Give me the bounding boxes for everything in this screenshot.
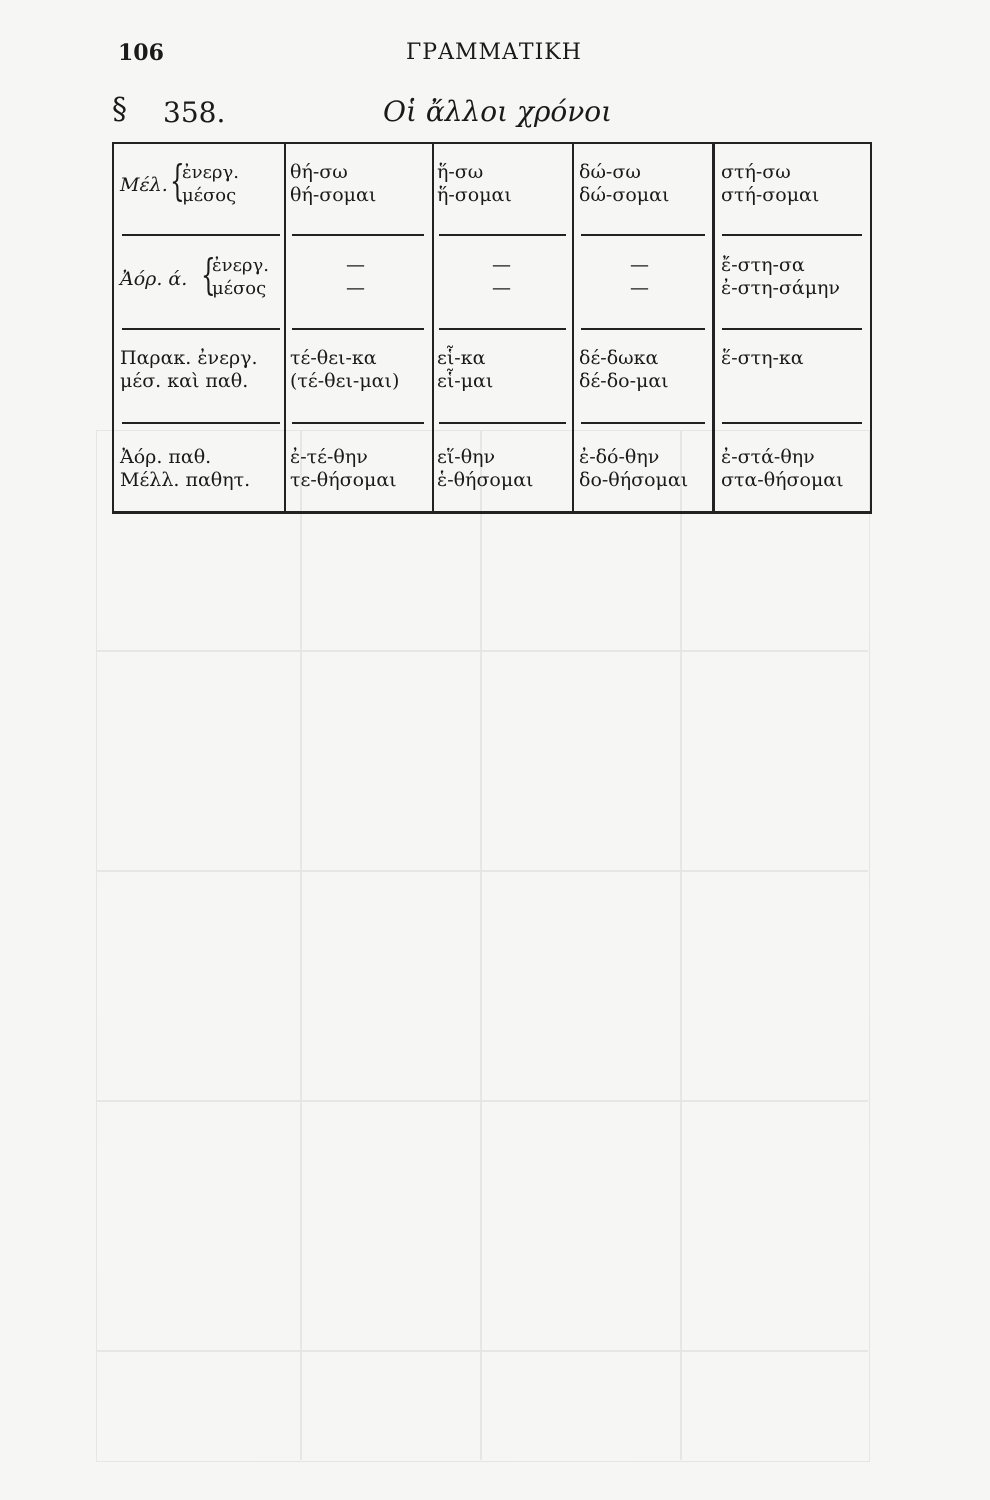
section-mark: § [112,92,127,127]
future-voice-labels: ἐνεργ. μέσος [182,162,239,206]
column-rule [432,144,434,511]
section-number: 358. [163,96,226,129]
passive-labels: Ἀόρ. παθ. Μέλλ. παθητ. [120,446,251,491]
row-rule [439,422,566,424]
brace: { [170,156,185,205]
future-forms-histemi: στή-σω στή-σομαι [721,161,820,206]
future-forms-hiemi: ἥ-σω ἥ-σομαι [437,161,512,206]
row-rule [439,328,566,330]
passive-forms-histemi: ἐ-στά-θην στα-θήσομαι [721,446,844,491]
page-number: 106 [118,40,164,66]
row-rule [122,422,280,424]
column-rule [572,144,574,511]
row-rule [122,328,280,330]
aorist1-empty-tithemi: — — [346,254,365,299]
section-title: Οἱ ἄλλοι χρόνοι [383,95,613,128]
row-rule [122,234,280,236]
future-forms-tithemi: θή-σω θή-σομαι [290,161,377,206]
row-rule [292,328,424,330]
column-rule [712,144,715,511]
perfect-forms-tithemi: τέ-θει-κα (τέ-θει-μαι) [290,347,400,392]
future-label: Μέλ. [120,174,168,196]
paradigm-table [112,142,872,514]
row-rule [722,422,862,424]
passive-forms-tithemi: ἐ-τέ-θην τε-θήσομαι [290,446,397,491]
aorist1-forms-histemi: ἔ-στη-σα ἐ-στη-σάμην [721,254,840,299]
perfect-forms-hiemi: εἷ-κα εἷ-μαι [437,347,494,392]
aorist1-empty-hiemi: — — [492,254,511,299]
row-rule [292,234,424,236]
aorist1-label: Ἀόρ. ά. [120,268,188,290]
future-forms-didomi: δώ-σω δώ-σομαι [579,161,670,206]
row-rule [292,422,424,424]
column-rule [284,144,286,511]
row-rule [581,422,705,424]
perfect-labels: Παρακ. ἐνεργ. μέσ. καὶ παθ. [120,347,258,392]
row-rule [581,328,705,330]
perfect-forms-histemi: ἕ-στη-κα [721,347,804,369]
row-rule [722,234,862,236]
passive-forms-hiemi: εἵ-θην ἑ-θήσομαι [437,446,534,491]
brace: { [201,250,216,299]
aorist1-voice-labels: ἐνεργ. μέσος [212,255,269,299]
aorist1-empty-didomi: — — [630,254,649,299]
row-rule [722,328,862,330]
row-rule [439,234,566,236]
perfect-forms-didomi: δέ-δωκα δέ-δο-μαι [579,347,669,392]
running-head: ΓΡΑΜΜΑΤΙΚΗ [406,40,582,65]
row-rule [581,234,705,236]
passive-forms-didomi: ἐ-δό-θην δο-θήσομαι [579,446,689,491]
